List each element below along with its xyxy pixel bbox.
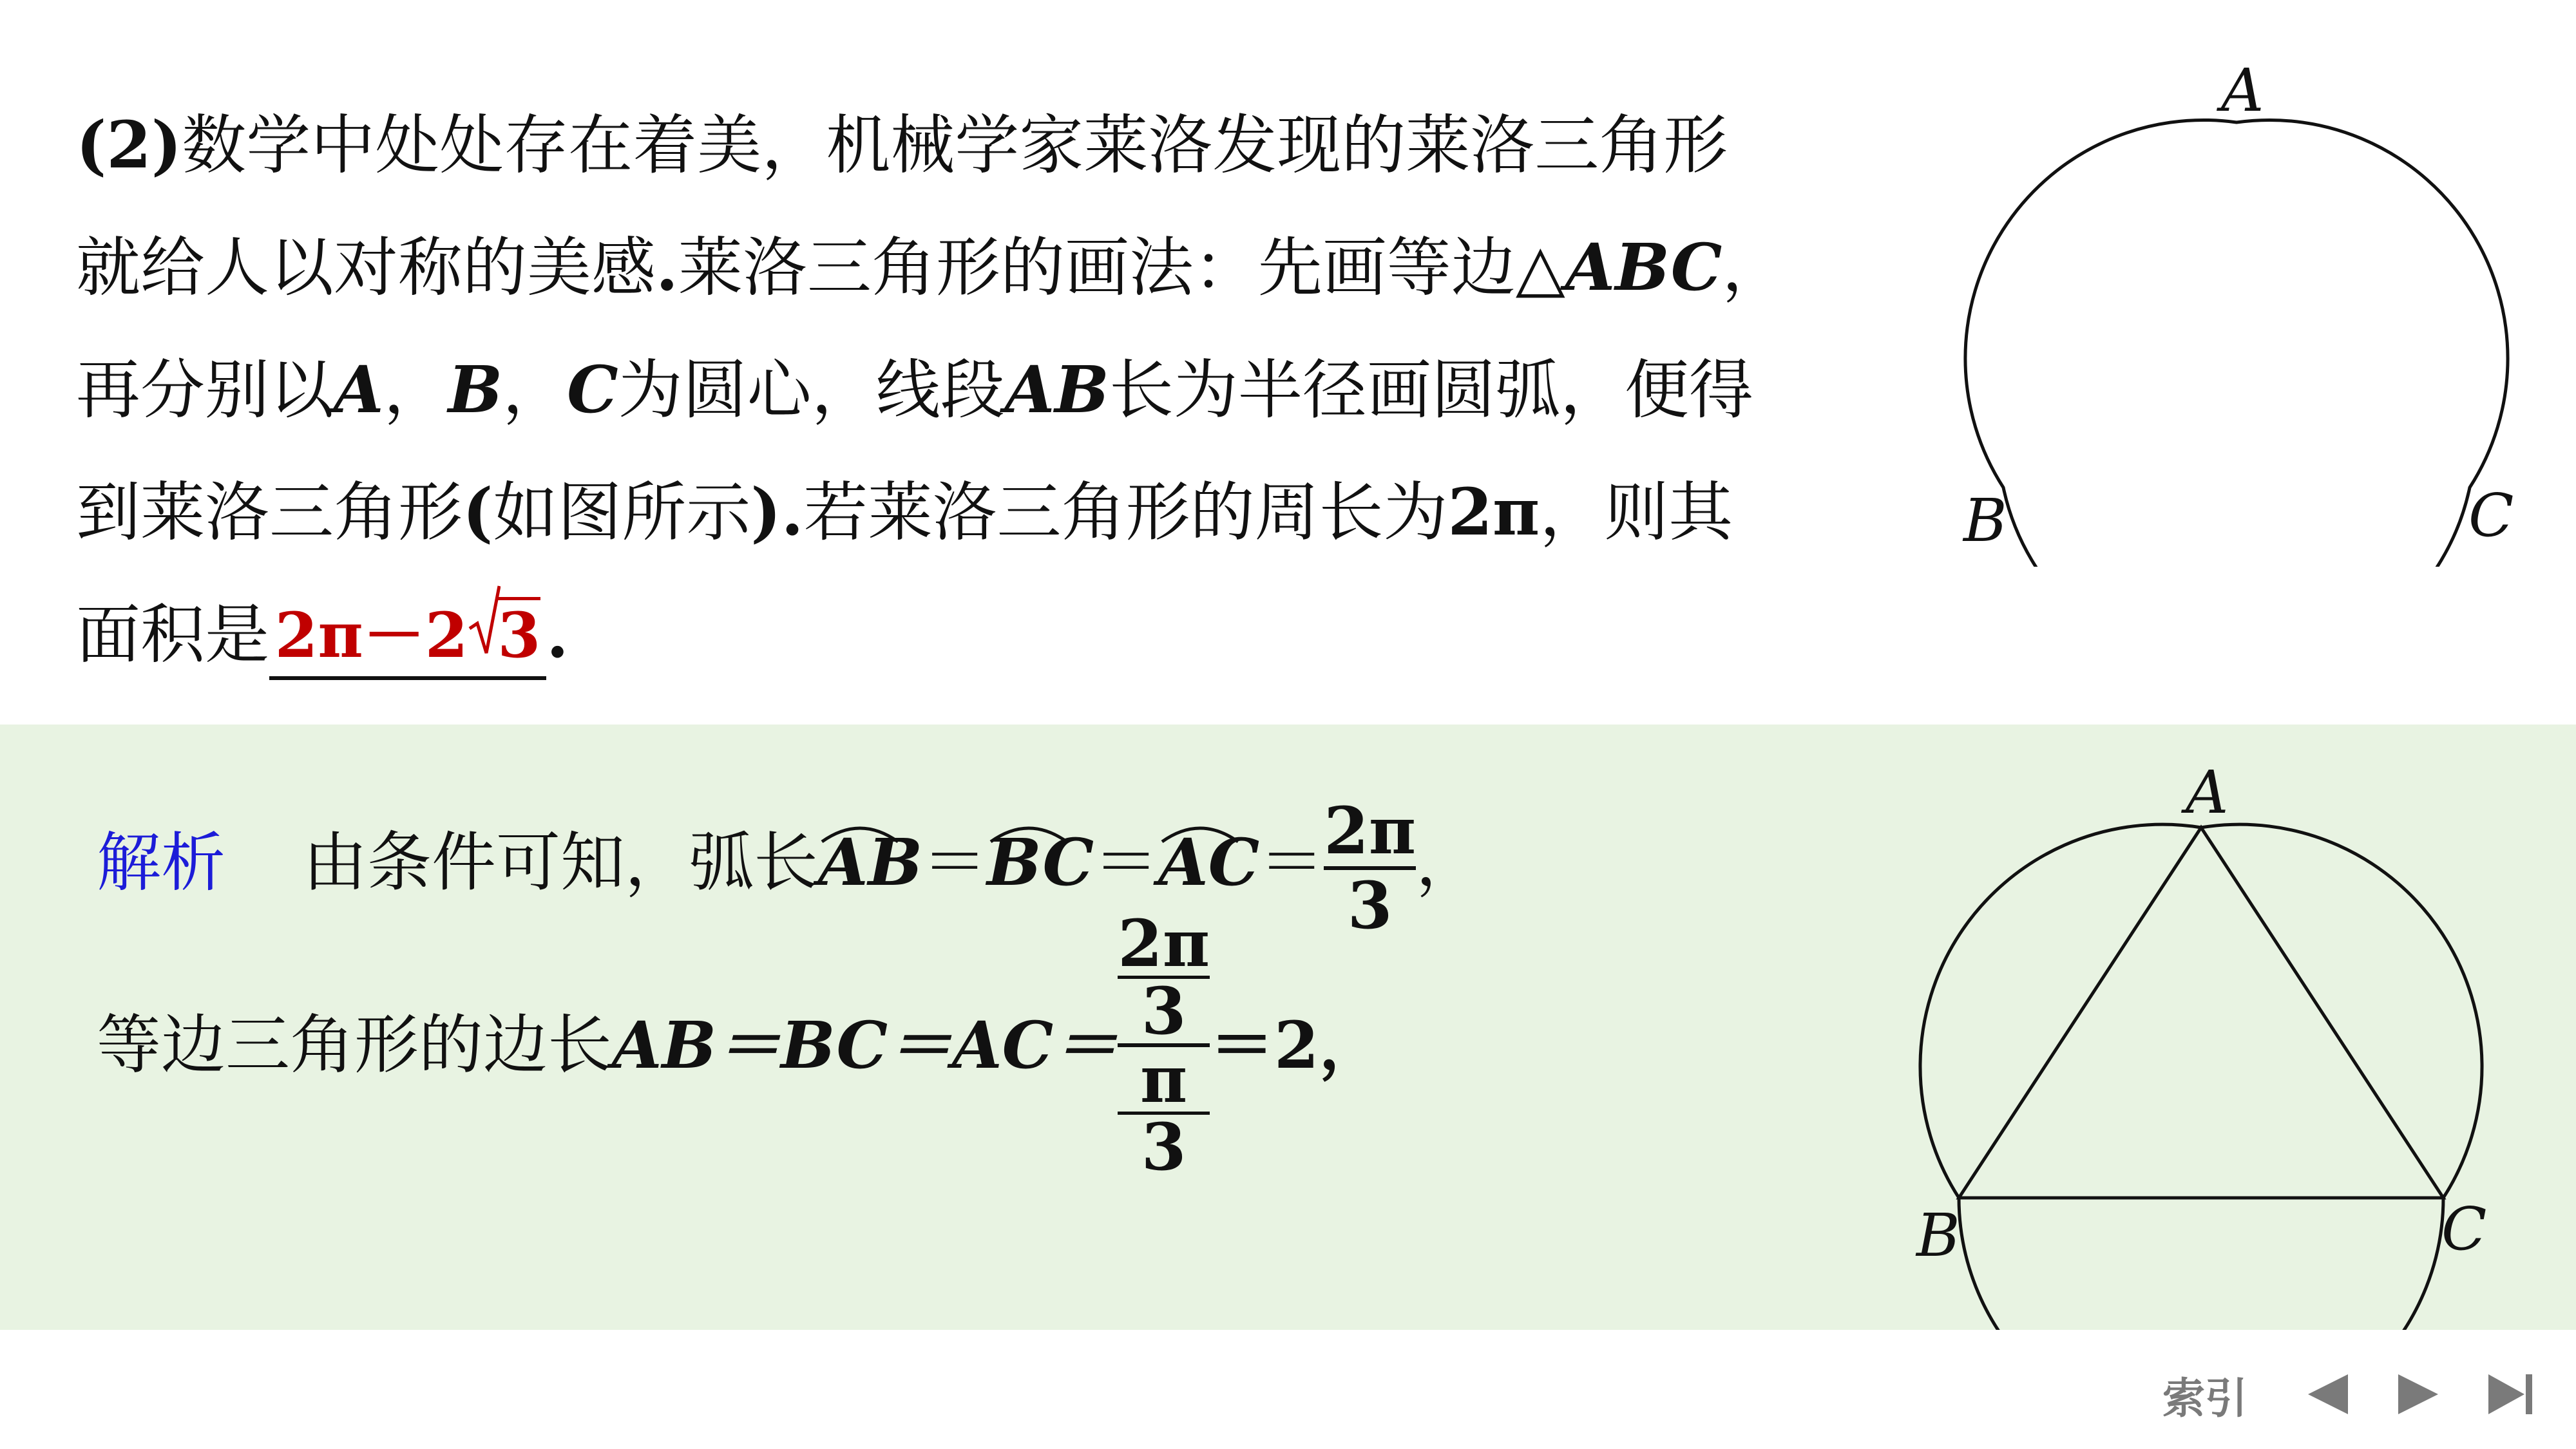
text-segment: 就给人以对称的美感 — [76, 230, 656, 305]
text-segment: ， — [1722, 230, 1787, 305]
solution-label: 解析 — [97, 824, 225, 900]
text-segment: 数学中处处存在着美，机械学家莱洛发现的莱洛三角形 — [182, 108, 1728, 183]
problem-statement — [76, 84, 1918, 696]
solution-line-2 — [97, 905, 1384, 1185]
vertex-label-c-2: C — [2441, 1195, 2487, 1264]
vertex-label-a: A — [2221, 56, 2264, 125]
reuleaux-outline — [1965, 120, 2508, 567]
solution-line-1-text: 由条件可知，弧长 — [303, 824, 818, 900]
text-segment: 如图所示 — [493, 475, 751, 550]
vertex-label-c: C — [2468, 481, 2514, 550]
text-segment: AB — [1004, 352, 1109, 428]
lower-fraction: π 3 — [1118, 1043, 1210, 1179]
text-segment: ， — [383, 352, 448, 428]
text-segment: ). — [750, 474, 804, 550]
text-segment: (2) — [76, 107, 182, 183]
problem-line-5-suffix: . — [546, 596, 569, 672]
vertex-label-b: B — [1963, 486, 2007, 555]
problem-line-2 — [76, 206, 1918, 328]
previous-icon[interactable] — [2305, 1372, 2351, 1417]
slide-navigation — [2162, 1365, 2537, 1423]
solution-line-1 — [97, 793, 1481, 943]
vertex-label-a-2: A — [2186, 758, 2229, 827]
arc-ac: AC — [1158, 824, 1260, 900]
solution-line-2-text: 等边三角形的边长 — [97, 1007, 612, 1083]
fraction-numerator: 2π — [1324, 793, 1417, 869]
reuleaux-figure-top — [1945, 52, 2551, 567]
text-segment: ， — [502, 352, 568, 428]
equals-2: ＝ — [1094, 824, 1159, 900]
problem-line-4 — [76, 451, 1918, 573]
problem-line-1 — [76, 84, 1918, 206]
comma: ， — [1416, 824, 1481, 900]
text-segment: 莱洛三角形的画法：先画等边△ — [678, 230, 1565, 305]
vertex-label-b-2: B — [1916, 1201, 1960, 1270]
reuleaux-outline-2 — [1920, 824, 2482, 1330]
upper-fraction: 2π 3 — [1118, 905, 1210, 1049]
text-segment: 到莱洛三角形 — [76, 475, 463, 550]
text-segment: C — [567, 352, 618, 428]
text-segment: . — [656, 229, 678, 305]
problem-line-5 — [76, 573, 1918, 696]
side-length-fraction — [1118, 905, 1210, 1185]
text-segment: A — [334, 352, 384, 428]
answer-radicand: 3 — [498, 597, 541, 671]
text-segment: B — [448, 352, 503, 428]
answer-sqrt — [468, 574, 541, 697]
fraction-denominator: 3 — [1324, 866, 1416, 941]
text-segment: 再分别以 — [76, 352, 334, 428]
arc-ab: AB — [818, 824, 923, 900]
solution-line-2-expr: AB＝BC＝AC＝ — [612, 1007, 1118, 1083]
problem-line-5-prefix: 面积是 — [76, 597, 269, 672]
problem-line-3 — [76, 328, 1918, 451]
text-segment: 长为半径画圆弧，便得 — [1109, 352, 1753, 428]
text-segment: 若莱洛三角形的周长为 — [803, 475, 1448, 550]
solution-panel — [0, 724, 2576, 1330]
text-segment: ，则其 — [1540, 475, 1733, 550]
answer-prefix: 2π－2 — [274, 599, 468, 672]
last-icon[interactable] — [2486, 1372, 2537, 1417]
reuleaux-figure-bottom — [1894, 724, 2551, 1330]
text-segment: ABC — [1565, 229, 1722, 305]
answer-blank — [269, 574, 546, 697]
equals-1: ＝ — [922, 824, 987, 900]
text-segment: ( — [463, 474, 493, 550]
equilateral-triangle — [1959, 828, 2443, 1198]
text-segment: 为圆心，线段 — [618, 352, 1005, 428]
text-segment: 2π — [1447, 474, 1540, 550]
equals-3: ＝ — [1259, 824, 1324, 900]
next-icon[interactable] — [2396, 1372, 2441, 1417]
arc-bc: BC — [987, 824, 1094, 900]
index-button[interactable]: 索引 — [2162, 1373, 2247, 1423]
solution-result: ＝2， — [1210, 1007, 1384, 1083]
